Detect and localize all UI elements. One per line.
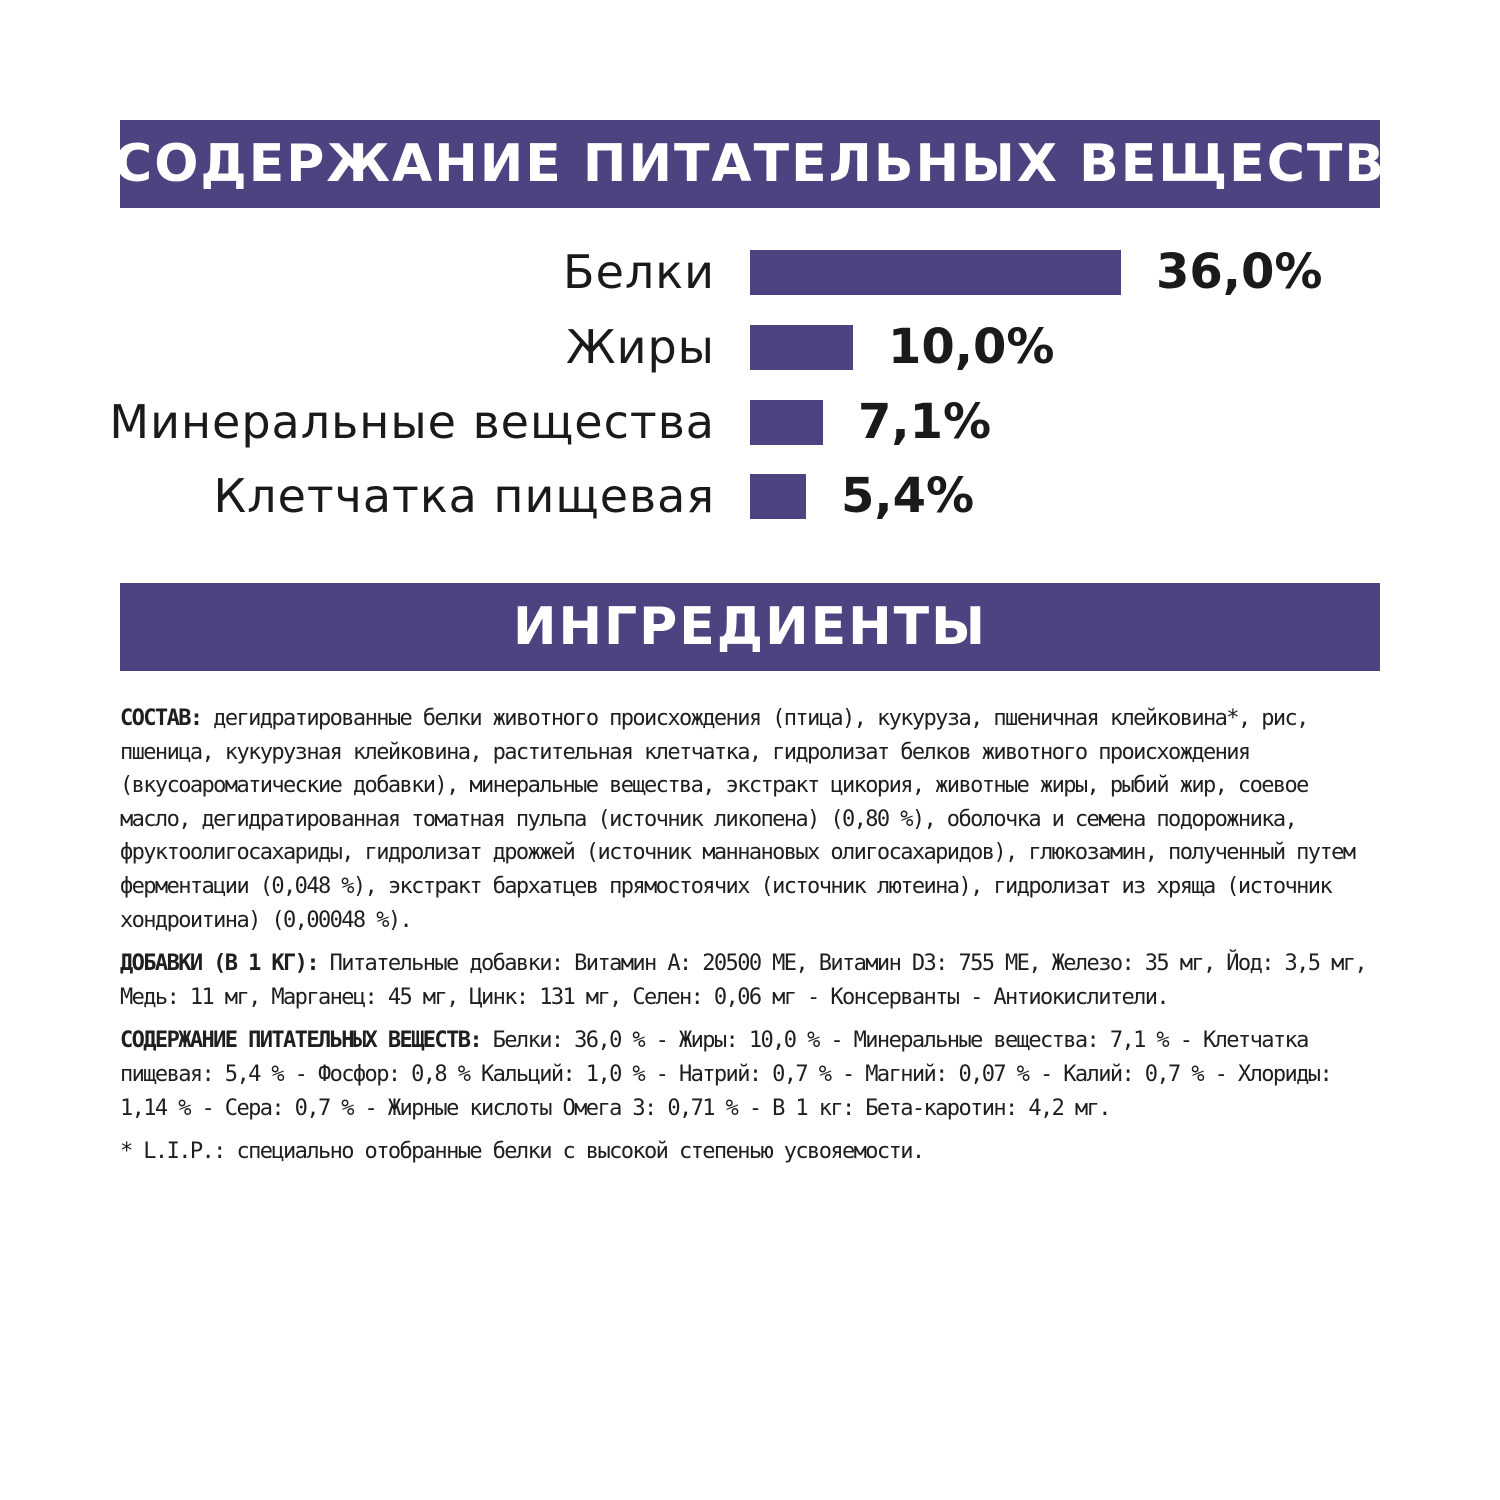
chart-row bbox=[0, 319, 1500, 375]
composition-text: дегидратированные белки животного происхождения (птица), кукуруза, пшеничная клейковина*, рис, пшеница, кукурузная клейковина, растительная клетчатка, гидролизат белков животного происхождения (вкусоароматические добавки), минеральные вещества, экстракт цикория, животные жиры, рыбий жир, соевое масло, дегидратированная томатная пульпа (источник ликопена) (0,80 %), оболочка и семена подорожника, фруктоолигосахариды, гидролизат дрожжей (источник маннановых олигосахаридов), глюкозамин, полученный путем ферментации (0,048 %), экстракт бархатцев прямостоячих (источник лютеина), гидролизат из хряща (источник хондроитина) (0,00048 %). bbox=[120, 706, 1355, 933]
ingredients-header-title: ИНГРЕДИЕНТЫ bbox=[512, 597, 988, 657]
chart-category-label: Белки bbox=[563, 245, 715, 299]
chart-bar bbox=[750, 250, 1121, 295]
nutrients-paragraph bbox=[120, 1024, 1380, 1125]
chart-value-label: 7,1% bbox=[858, 394, 992, 450]
ingredients-text-block bbox=[120, 702, 1380, 1179]
additives-text: Питательные добавки: Витамин А: 20500 МЕ, Витамин D3: 755 МЕ, Железо: 35 мг, Йод: 3,5 мг, Медь: 11 мг, Марганец: 45 мг, Цинк: 131 мг, Селен: 0,06 мг - Консерванты - Антиокислители. bbox=[120, 951, 1367, 1010]
chart-bar bbox=[750, 474, 806, 519]
nutrients-bar-chart bbox=[0, 0, 1500, 580]
chart-bar bbox=[750, 400, 823, 445]
composition-label: СОСТАВ: bbox=[120, 706, 202, 731]
chart-value-label: 10,0% bbox=[888, 319, 1055, 375]
chart-row bbox=[0, 394, 1500, 450]
additives-label: ДОБАВКИ (В 1 КГ): bbox=[120, 951, 318, 977]
chart-category-label: Минеральные вещества bbox=[109, 395, 715, 449]
nutrients-header-title: СОДЕРЖАНИЕ ПИТАТЕЛЬНЫХ ВЕЩЕСТВ bbox=[114, 134, 1386, 194]
nutrients-label: СОДЕРЖАНИЕ ПИТАТЕЛЬНЫХ ВЕЩЕСТВ: bbox=[120, 1028, 481, 1054]
additives-paragraph bbox=[120, 947, 1380, 1014]
chart-bar bbox=[750, 325, 853, 370]
composition-paragraph bbox=[120, 702, 1380, 937]
chart-category-label: Жиры bbox=[566, 320, 715, 374]
chart-row bbox=[0, 244, 1500, 300]
chart-row bbox=[0, 468, 1500, 524]
chart-value-label: 5,4% bbox=[841, 468, 975, 524]
nutrients-text: Белки: 36,0 % - Жиры: 10,0 % - Минеральные вещества: 7,1 % - Клетчатка пищевая: 5,4 % - Фосфор: 0,8 % Кальций: 1,0 % - Натрий: 0,7 % - Магний: 0,07 % - Калий: 0,7 % - Хлориды: 1,14 % - Сера: 0,7 % - Жирные кислоты Омега 3: 0,71 % - В 1 кг: Бета-каротин: 4,2 мг. bbox=[120, 1028, 1332, 1121]
footnote: * L.I.P.: специально отобранные белки с высокой степенью усвояемости. bbox=[120, 1139, 924, 1165]
chart-category-label: Клетчатка пищевая bbox=[213, 469, 715, 523]
ingredients-header-banner bbox=[120, 583, 1380, 671]
chart-value-label: 36,0% bbox=[1156, 244, 1323, 300]
